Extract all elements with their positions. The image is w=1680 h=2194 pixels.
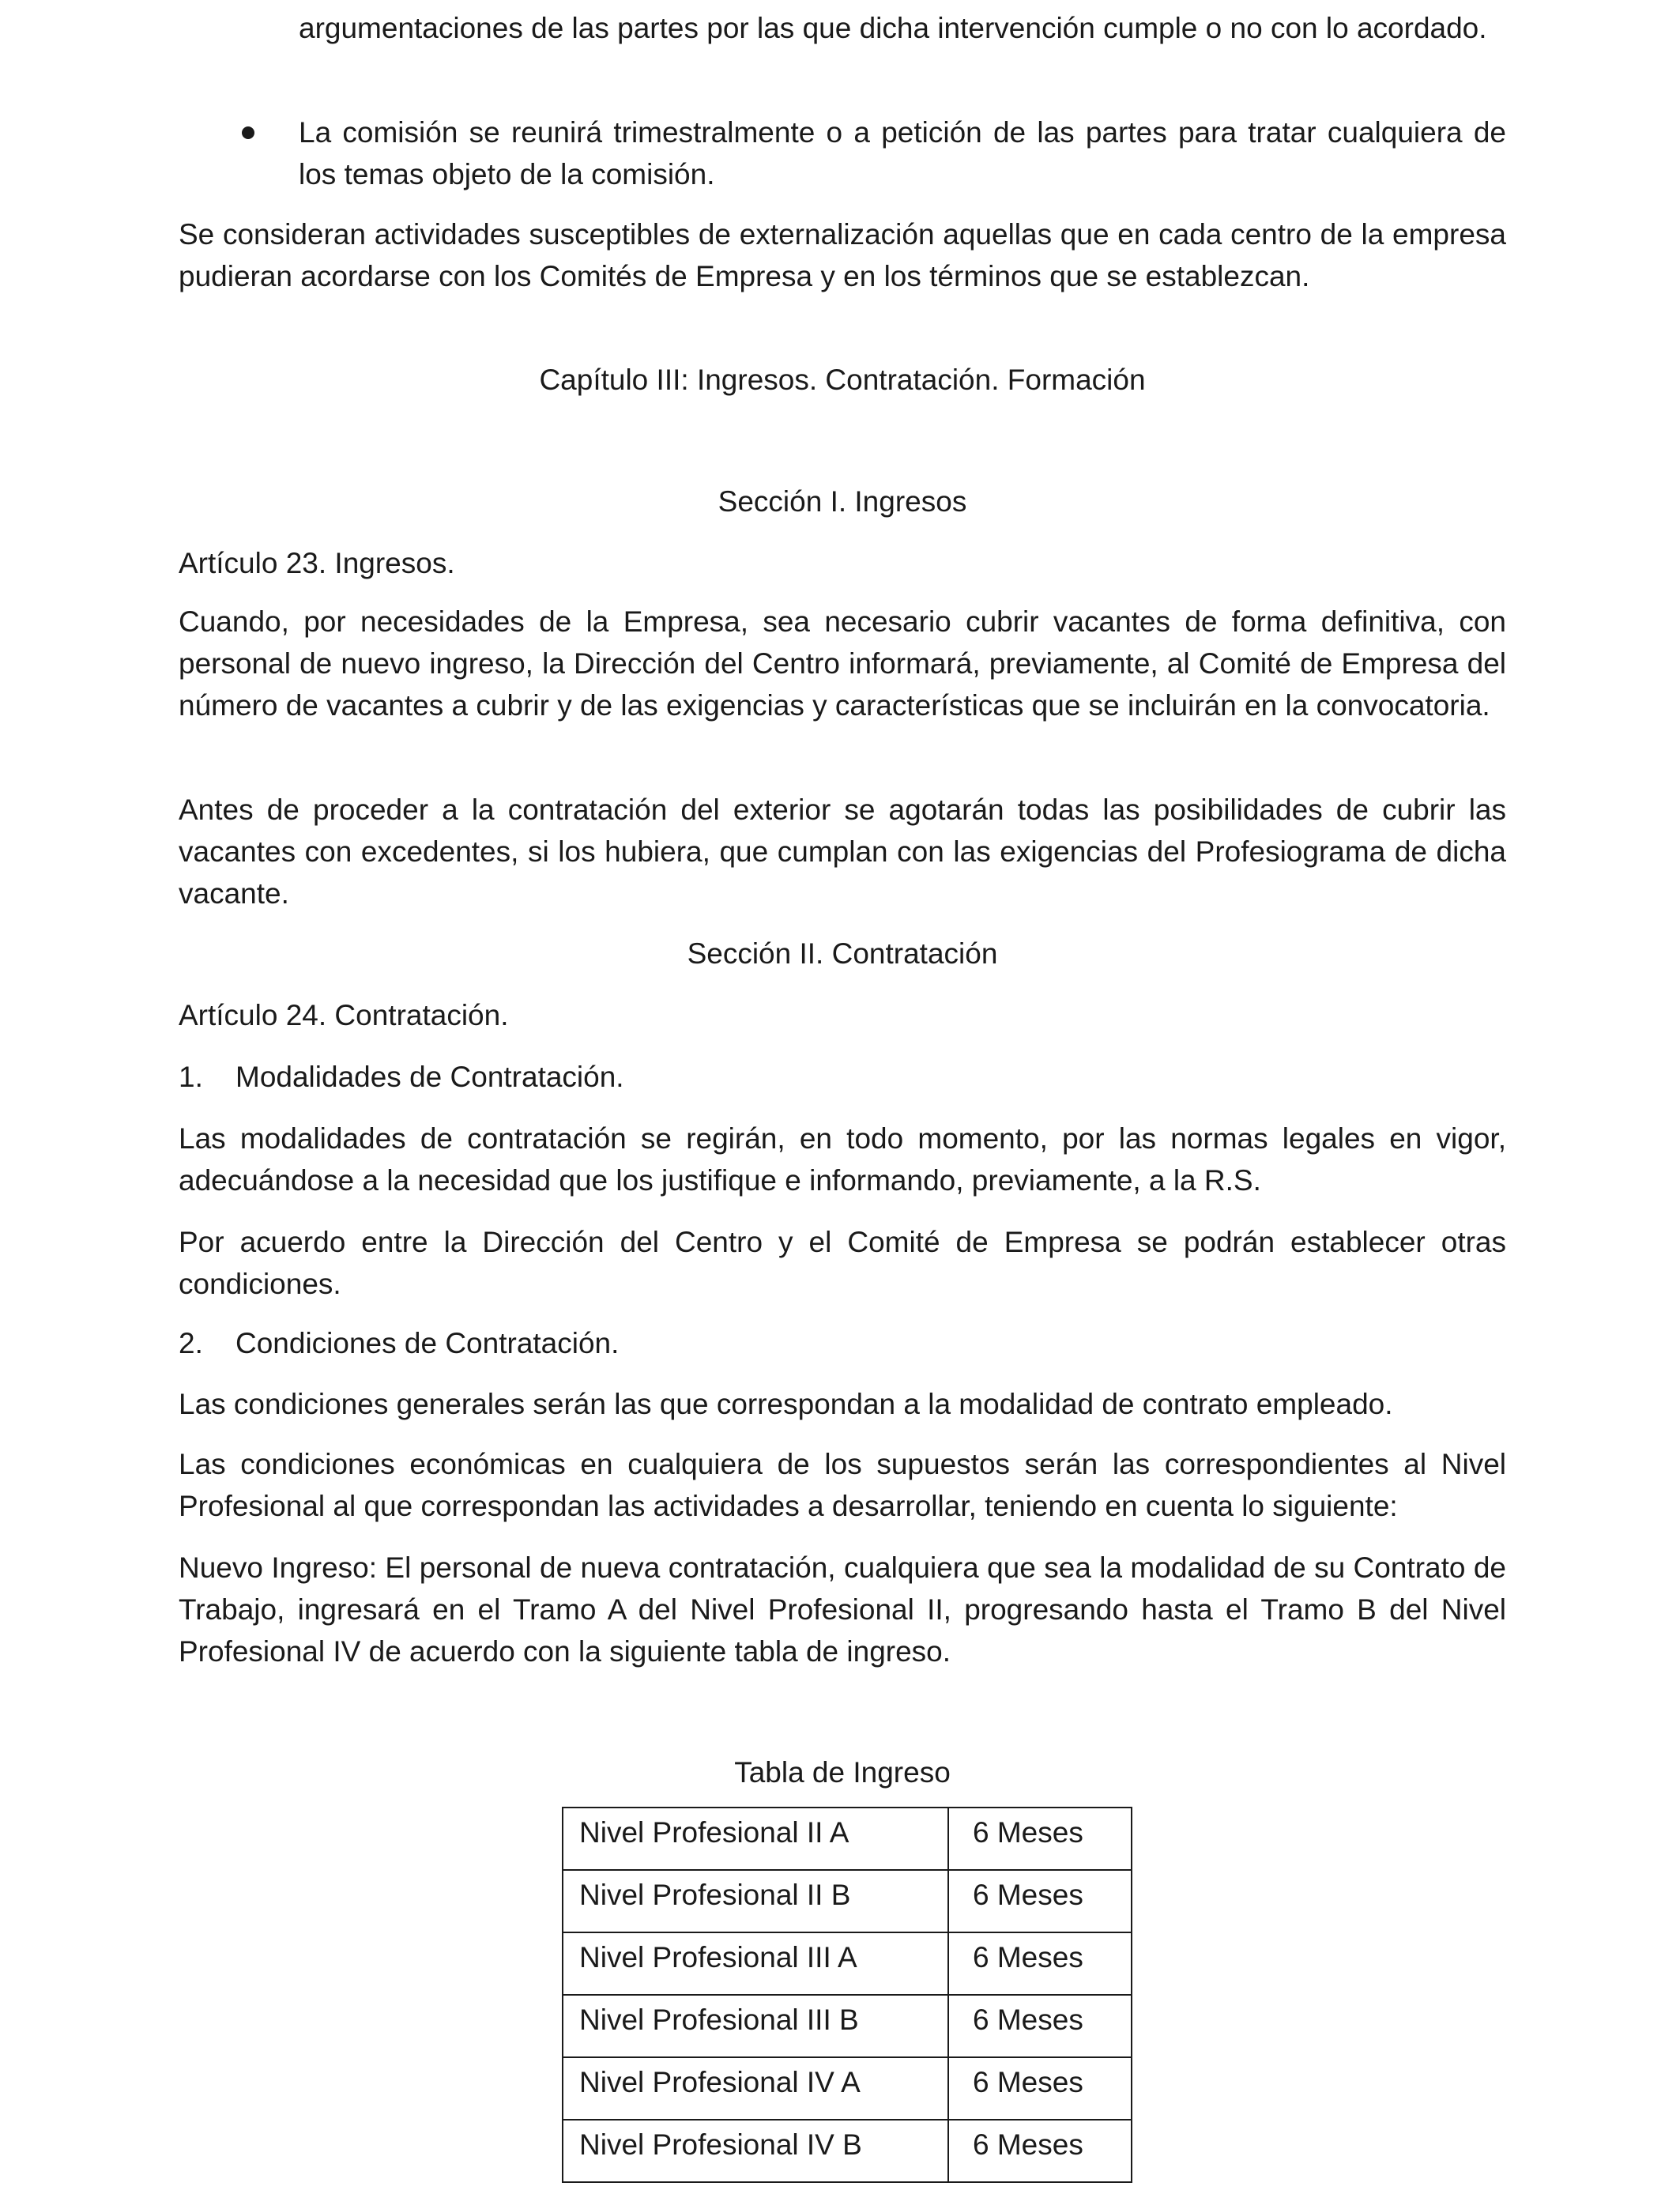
item1-label: Modalidades de Contratación. bbox=[235, 1061, 624, 1093]
article24-paragraph-5: Nuevo Ingreso: El personal de nueva contratación, cualquiera que sea la modalidad de su Contrato de Trabajo, ingresará en el Tramo A del Nivel Profesional II, progresando hasta el Tramo B del Nivel Profesional IV de acuerdo con la siguiente tabla de ingreso. bbox=[179, 1551, 1506, 1668]
article23-paragraph-1: Cuando, por necesidades de la Empresa, sea necesario cubrir vacantes de forma definitiva, con personal de nuevo ingreso, la Dirección del Centro informará, previamente, al Comité de Empresa del número de vacantes a cubrir y de las exigencias y características que se incluirán en la convocatoria. bbox=[179, 605, 1506, 722]
table-caption: Tabla de Ingreso bbox=[734, 1756, 951, 1789]
table-cell-nivel: Nivel Profesional II B bbox=[563, 1870, 948, 1932]
continuation-paragraph: argumentaciones de las partes por las que dicha intervención cumple o no con lo acordado. bbox=[299, 12, 1487, 44]
table-row bbox=[563, 1808, 1132, 1870]
item2-number: 2. bbox=[179, 1327, 203, 1359]
article23-title: Artículo 23. Ingresos. bbox=[179, 547, 455, 579]
table-cell-nivel: Nivel Profesional IV A bbox=[563, 2057, 948, 2120]
table-row bbox=[563, 1870, 1132, 1932]
table-row bbox=[563, 2120, 1132, 2182]
table-cell-nivel: Nivel Profesional III B bbox=[563, 1995, 948, 2057]
bullet-icon bbox=[242, 126, 254, 139]
table-cell-duracion: 6 Meses bbox=[948, 1870, 1132, 1932]
item2-label: Condiciones de Contratación. bbox=[235, 1327, 620, 1359]
article24-paragraph-2: Por acuerdo entre la Dirección del Centro y el Comité de Empresa se podrán establecer otras condiciones. bbox=[179, 1226, 1506, 1300]
section1-title: Sección I. Ingresos bbox=[718, 485, 967, 518]
paragraph-externalizacion: Se consideran actividades susceptibles de externalización aquellas que en cada centro de la empresa pudieran acordarse con los Comités de Empresa y en los términos que se establezcan. bbox=[179, 218, 1506, 292]
article23-paragraph-2: Antes de proceder a la contratación del exterior se agotarán todas las posibilidades de cubrir las vacantes con excedentes, si los hubiera, que cumplan con las exigencias del Profesiograma de dicha vacante. bbox=[179, 794, 1506, 910]
section2-title: Sección II. Contratación bbox=[687, 937, 998, 970]
table-cell-duracion: 6 Meses bbox=[948, 2057, 1132, 2120]
article24-paragraph-4: Las condiciones económicas en cualquiera de los supuestos serán las correspondientes al Nivel Profesional al que correspondan las actividades a desarrollar, teniendo en cuenta lo siguiente: bbox=[179, 1448, 1506, 1522]
table-cell-duracion: 6 Meses bbox=[948, 1995, 1132, 2057]
article24-title: Artículo 24. Contratación. bbox=[179, 999, 509, 1031]
ingreso-table bbox=[562, 1807, 1132, 2183]
table-row bbox=[563, 1932, 1132, 1995]
table-cell-nivel: Nivel Profesional III A bbox=[563, 1932, 948, 1995]
article24-paragraph-3: Las condiciones generales serán las que correspondan a la modalidad de contrato empleado. bbox=[179, 1388, 1393, 1420]
numbered-item-1 bbox=[179, 1056, 1506, 1098]
bullet-item: La comisión se reunirá trimestralmente o a petición de las partes para tratar cualquiera de los temas objeto de la comisión. bbox=[299, 116, 1506, 190]
article24-paragraph-1: Las modalidades de contratación se regirán, en todo momento, por las normas legales en vigor, adecuándose a la necesidad que los justifique e informando, previamente, a la R.S. bbox=[179, 1122, 1506, 1197]
table-cell-duracion: 6 Meses bbox=[948, 1932, 1132, 1995]
table-cell-nivel: Nivel Profesional II A bbox=[563, 1808, 948, 1870]
table-cell-nivel: Nivel Profesional IV B bbox=[563, 2120, 948, 2182]
table-row bbox=[563, 2057, 1132, 2120]
numbered-item-2 bbox=[179, 1322, 1506, 1364]
item1-number: 1. bbox=[179, 1061, 203, 1093]
chapter-title: Capítulo III: Ingresos. Contratación. Formación bbox=[539, 364, 1146, 396]
table-cell-duracion: 6 Meses bbox=[948, 1808, 1132, 1870]
table-cell-duracion: 6 Meses bbox=[948, 2120, 1132, 2182]
table-row bbox=[563, 1995, 1132, 2057]
document-page bbox=[179, 0, 1506, 2194]
